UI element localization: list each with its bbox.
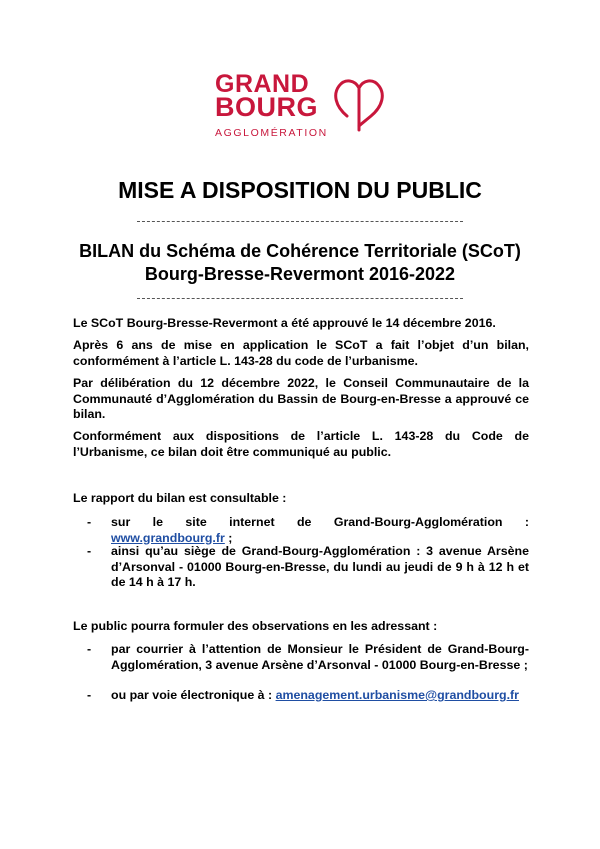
logo-line-grand: GRAND: [215, 70, 310, 98]
logo-line-agglomeration: AGGLOMÉRATION: [215, 127, 328, 139]
subtitle-line-1: BILAN du Schéma de Cohérence Territoriale (SCoT): [79, 241, 521, 261]
logo-line-bourg: BOURG: [215, 92, 318, 122]
paragraph-consultation-intro: Le rapport du bilan est consultable :: [73, 491, 287, 505]
website-link[interactable]: www.grandbourg.fr: [111, 530, 225, 545]
paragraph-bilan: Après 6 ans de mise en application le SCoT a fait l’objet d’un bilan, conformément à l’article L. 143-28 du code de l’urbanisme.: [73, 338, 529, 368]
paragraph-deliberation: Par délibération du 12 décembre 2022, le Conseil Communautaire de la Communauté d’Agglomération du Bassin de Bourg-en-Bresse a approuvé ce bilan.: [73, 376, 529, 422]
grand-bourg-logo: [215, 72, 385, 144]
paragraph-approval: Le SCoT Bourg-Bresse-Revermont a été approuvé le 14 décembre 2016.: [73, 316, 496, 330]
bullet-text-prefix: ou par voie électronique à :: [111, 688, 276, 702]
bullet-dash: -: [87, 515, 92, 529]
bullet-text: par courrier à l’attention de Monsieur le Président de Grand-Bourg-Agglomération, 3 avenue Arsène d’Arsonval - 01000 Bourg-en-Bresse ;: [111, 642, 529, 672]
bullet-dash: -: [87, 642, 92, 656]
dashed-divider-bottom: [137, 298, 463, 299]
paragraph-communication: Conformément aux dispositions de l’article L. 143-28 du Code de l’Urbanisme, ce bilan doit être communiqué au public.: [73, 429, 529, 459]
paragraph-observations-intro: Le public pourra formuler des observations en les adressant :: [73, 619, 438, 633]
bullet-text: [111, 515, 529, 546]
email-link[interactable]: amenagement.urbanisme@grandbourg.fr: [275, 688, 519, 702]
heart-outline-icon: [333, 72, 385, 132]
page-subtitle: [0, 240, 600, 286]
page-title: MISE A DISPOSITION DU PUBLIC: [118, 177, 482, 203]
subtitle-line-2: Bourg-Bresse-Revermont 2016-2022: [144, 264, 456, 284]
bullet-text-prefix: sur le site internet de Grand-Bourg-Agglomération :: [111, 515, 529, 529]
bullet-dash: -: [87, 688, 92, 702]
dashed-divider-top: [137, 221, 463, 222]
bullet-text-suffix: ;: [224, 530, 233, 545]
bullet-text: ainsi qu’au siège de Grand-Bourg-Agglomération : 3 avenue Arsène d’Arsonval - 01000 Bourg-en-Bresse, du lundi au jeudi de 9 h à 12 h et de 14 h à 17 h.: [111, 544, 529, 590]
bullet-text: [111, 688, 529, 704]
bullet-dash: -: [87, 544, 92, 558]
